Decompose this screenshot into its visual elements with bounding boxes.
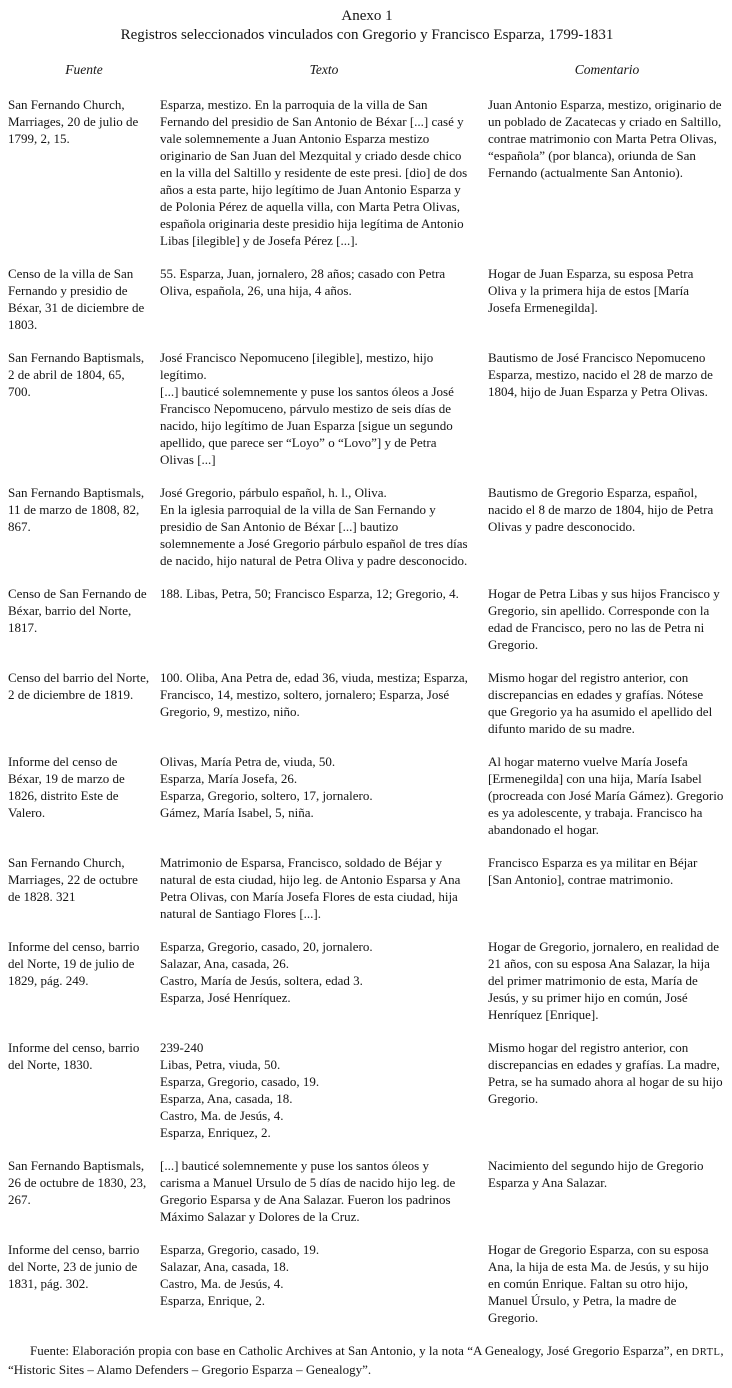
texto-line: Matrimonio de Esparsa, Francisco, soldado de Béjar y natural de esta ciudad, hijo leg. de Antonio Esparsa y Ana Petra Olivas, con María Josefa Flores de esta ciudad, hija natural de Santiago Flores [...].: [160, 855, 461, 921]
texto-line: Esparza, Gregorio, casado, 19.: [160, 1074, 320, 1089]
texto-line: Libas, Petra, viuda, 50.: [160, 1057, 281, 1072]
fuente-cell: Informe del censo de Béxar, 19 de marzo de 1826, distrito Este de Valero.: [8, 754, 125, 820]
texto-cell: [160, 854, 488, 922]
texto-line: Olivas, María Petra de, viuda, 50.: [160, 754, 336, 769]
comentario-cell: Francisco Esparza es ya militar en Béjar [San Antonio], contrae matrimonio.: [488, 855, 698, 887]
source-footnote: [8, 1342, 726, 1378]
comentario-cell: Juan Antonio Esparza, mestizo, originario de un poblado de Zacatecas y criado en Saltillo, contrae matrimonio con Marta Petra Olivas, “española” (por blanca), oriunda de San Fernando (actualmente San Antonio).: [488, 97, 722, 180]
texto-line: Esparza, Ana, casada, 18.: [160, 1091, 293, 1106]
texto-cell: [160, 484, 488, 569]
texto-line: Esparza, María Josefa, 26.: [160, 771, 298, 786]
texto-line: Gámez, María Isabel, 5, niña.: [160, 805, 314, 820]
fuente-cell: Informe del censo, barrio del Norte, 1830.: [8, 1040, 140, 1072]
footnote-acronym: DRTL: [691, 1347, 721, 1358]
column-header-texto: Texto: [309, 62, 339, 77]
texto-line: 188. Libas, Petra, 50; Francisco Esparza, 12; Gregorio, 4.: [160, 586, 459, 601]
texto-cell: [160, 585, 488, 653]
fuente-cell: Informe del censo, barrio del Norte, 19 de julio de 1829, pág. 249.: [8, 939, 140, 988]
texto-line: Castro, Ma. de Jesús, 4.: [160, 1276, 284, 1291]
texto-line: Esparza, Enriquez, 2.: [160, 1125, 271, 1140]
fuente-cell: Informe del censo, barrio del Norte, 23 de junio de 1831, pág. 302.: [8, 1242, 140, 1291]
texto-line: Castro, María de Jesús, soltera, edad 3.: [160, 973, 363, 988]
texto-line: 100. Oliba, Ana Petra de, edad 36, viuda, mestiza; Esparza, Francisco, 14, mestizo, soltero, jornalero; Esparza, José Gregorio, 9, mestizo, niño.: [160, 670, 468, 719]
texto-line: Esparza, mestizo. En la parroquia de la villa de San Fernando del presidio de San Antonio de Béxar [...] casé y vale solemnemente a Juan Antonio Esparza mestizo originario de San Juan del Mezquital y criado desde chico en la villa del Saltillo y residente de este presi. [dio] de dos años a esta parte, hijo legítimo de Juan Antonio Esparza y de Polonia Pérez de aquella villa, con Marta Petra Olivas, española originaria deste presidio hija legítima de Antonio Libas [ilegible] y de Josefa Pérez [...].: [160, 97, 468, 248]
texto-line: [...] bauticé solemnemente y puse los santos óleos a José Francisco Nepomuceno, párvulo mestizo de seis días de nacido, hijo legítimo de Juan Esparza [sigue un segundo apellido, que parece ser “Loyo” o “Lovo”] y de Petra Olivas [...]: [160, 384, 454, 467]
column-header-row: [8, 62, 726, 78]
document-subtitle: Registros seleccionados vinculados con Gregorio y Francisco Esparza, 1799-1831: [120, 27, 614, 43]
texto-line: Salazar, Ana, casada, 26.: [160, 956, 290, 971]
column-header-comentario: Comentario: [574, 62, 640, 77]
texto-cell: [160, 1241, 488, 1326]
texto-line: Esparza, Gregorio, casado, 19.: [160, 1242, 320, 1257]
table-row: [8, 753, 726, 838]
table-row: [8, 1157, 726, 1225]
comentario-cell: Bautismo de Gregorio Esparza, español, nacido el 8 de marzo de 1804, hijo de Petra Olivas y padre desconocido.: [488, 485, 714, 534]
texto-line: [...] bauticé solemnemente y puse los santos óleos y carisma a Manuel Ursulo de 5 días de nacido hijo leg. de Gregorio Esparsa y de Ana Salazar. Fueron los padrinos Máximo Salazar y Dolores de la Cruz.: [160, 1158, 456, 1224]
fuente-cell: Censo del barrio del Norte, 2 de diciembre de 1819.: [8, 670, 150, 702]
table-row: [8, 265, 726, 333]
footnote-text-start: Fuente: Elaboración propia con base en Catholic Archives at San Antonio, y la nota “A Genealogy, José Gregorio Esparza”, en: [30, 1343, 692, 1358]
texto-line: Castro, Ma. de Jesús, 4.: [160, 1108, 284, 1123]
fuente-cell: San Fernando Church, Marriages, 20 de julio de 1799, 2, 15.: [8, 97, 139, 146]
comentario-cell: Hogar de Gregorio, jornalero, en realidad de 21 años, con su esposa Ana Salazar, la hija del primer matrimonio de esta, María de Jesús, y su primer hijo en común, José Henríquez [Enrique].: [488, 939, 720, 1022]
texto-line: Esparza, Enrique, 2.: [160, 1293, 266, 1308]
comentario-cell: Hogar de Juan Esparza, su esposa Petra Oliva y la primera hija de estos [María Josefa Ermenegilda].: [488, 266, 694, 315]
texto-line: Esparza, Gregorio, casado, 20, jornalero.: [160, 939, 373, 954]
fuente-cell: Censo de la villa de San Fernando y presidio de Béxar, 31 de diciembre de 1803.: [8, 266, 145, 332]
texto-line: Esparza, Gregorio, soltero, 17, jornalero.: [160, 788, 373, 803]
texto-line: José Gregorio, párbulo español, h. l., Oliva.: [160, 485, 387, 500]
table-body: [8, 96, 726, 1326]
comentario-cell: Bautismo de José Francisco Nepomuceno Esparza, mestizo, nacido el 28 de marzo de 1804, hijo de Juan Esparza y Petra Olivas.: [488, 350, 713, 399]
texto-cell: [160, 349, 488, 468]
table-row: [8, 349, 726, 468]
fuente-cell: San Fernando Baptismals, 26 de octubre de 1830, 23, 267.: [8, 1158, 147, 1207]
fuente-cell: San Fernando Baptismals, 11 de marzo de 1808, 82, 867.: [8, 485, 145, 534]
table-row: [8, 938, 726, 1023]
texto-cell: [160, 1039, 488, 1141]
column-header-fuente: Fuente: [65, 62, 103, 77]
texto-cell: [160, 753, 488, 838]
fuente-cell: San Fernando Baptismals, 2 de abril de 1804, 65, 700.: [8, 350, 145, 399]
texto-line: En la iglesia parroquial de la villa de San Fernando y presidio de San Antonio de Béxar [...] bautizo solemnemente a José Gregorio párbulo español de tres días de nacido, hijo natural de Petra Oliva y padre desconocido.: [160, 502, 468, 568]
comentario-cell: Mismo hogar del registro anterior, con discrepancias en edades y grafías. La madre, Petra, se ha sumado ahora al hogar de su hijo Gregorio.: [488, 1040, 723, 1106]
table-row: [8, 854, 726, 922]
texto-cell: [160, 1157, 488, 1225]
texto-line: 239-240: [160, 1040, 204, 1055]
fuente-cell: Censo de San Fernando de Béxar, barrio del Norte, 1817.: [8, 586, 147, 635]
texto-cell: [160, 265, 488, 333]
texto-line: Esparza, José Henríquez.: [160, 990, 291, 1005]
footnote-text-end: , “Historic Sites – Alamo Defenders – Gregorio Esparza – Genealogy”.: [8, 1343, 724, 1377]
comentario-cell: Hogar de Gregorio Esparza, con su esposa Ana, la hija de esta Ma. de Jesús, y su hijo en común Enrique. Faltan su otro hijo, Manuel Úrsulo, y Petra, la madre de Gregorio.: [488, 1242, 709, 1325]
texto-cell: [160, 96, 488, 249]
fuente-cell: San Fernando Church, Marriages, 22 de octubre de 1828. 321: [8, 855, 138, 904]
comentario-cell: Mismo hogar del registro anterior, con discrepancias en edades y grafías. Nótese que Gregorio ya ha asumido el apellido del difunto marido de su madre.: [488, 670, 713, 736]
table-row: [8, 484, 726, 569]
comentario-cell: Nacimiento del segundo hijo de Gregorio Esparza y Ana Salazar.: [488, 1158, 704, 1190]
comentario-cell: Al hogar materno vuelve María Josefa [Ermenegilda] con una hija, María Isabel (procreada con José María Gámez). Gregorio es ya adolescente, y trabaja. Francisco ha abandonado el hogar.: [488, 754, 724, 837]
texto-cell: [160, 669, 488, 737]
comentario-cell: Hogar de Petra Libas y sus hijos Francisco y Gregorio, sin apellido. Corresponde con la edad de Francisco, pero no las de Petra ni Gregorio.: [488, 586, 720, 652]
table-row: [8, 96, 726, 249]
texto-line: José Francisco Nepomuceno [ilegible], mestizo, hijo legítimo.: [160, 350, 434, 382]
texto-cell: [160, 938, 488, 1023]
table-row: [8, 585, 726, 653]
table-row: [8, 1039, 726, 1141]
table-row: [8, 669, 726, 737]
texto-line: 55. Esparza, Juan, jornalero, 28 años; casado con Petra Oliva, española, 26, una hija, 4 años.: [160, 266, 446, 298]
annex-title: Anexo 1: [341, 8, 393, 24]
texto-line: Salazar, Ana, casada, 18.: [160, 1259, 290, 1274]
table-row: [8, 1241, 726, 1326]
